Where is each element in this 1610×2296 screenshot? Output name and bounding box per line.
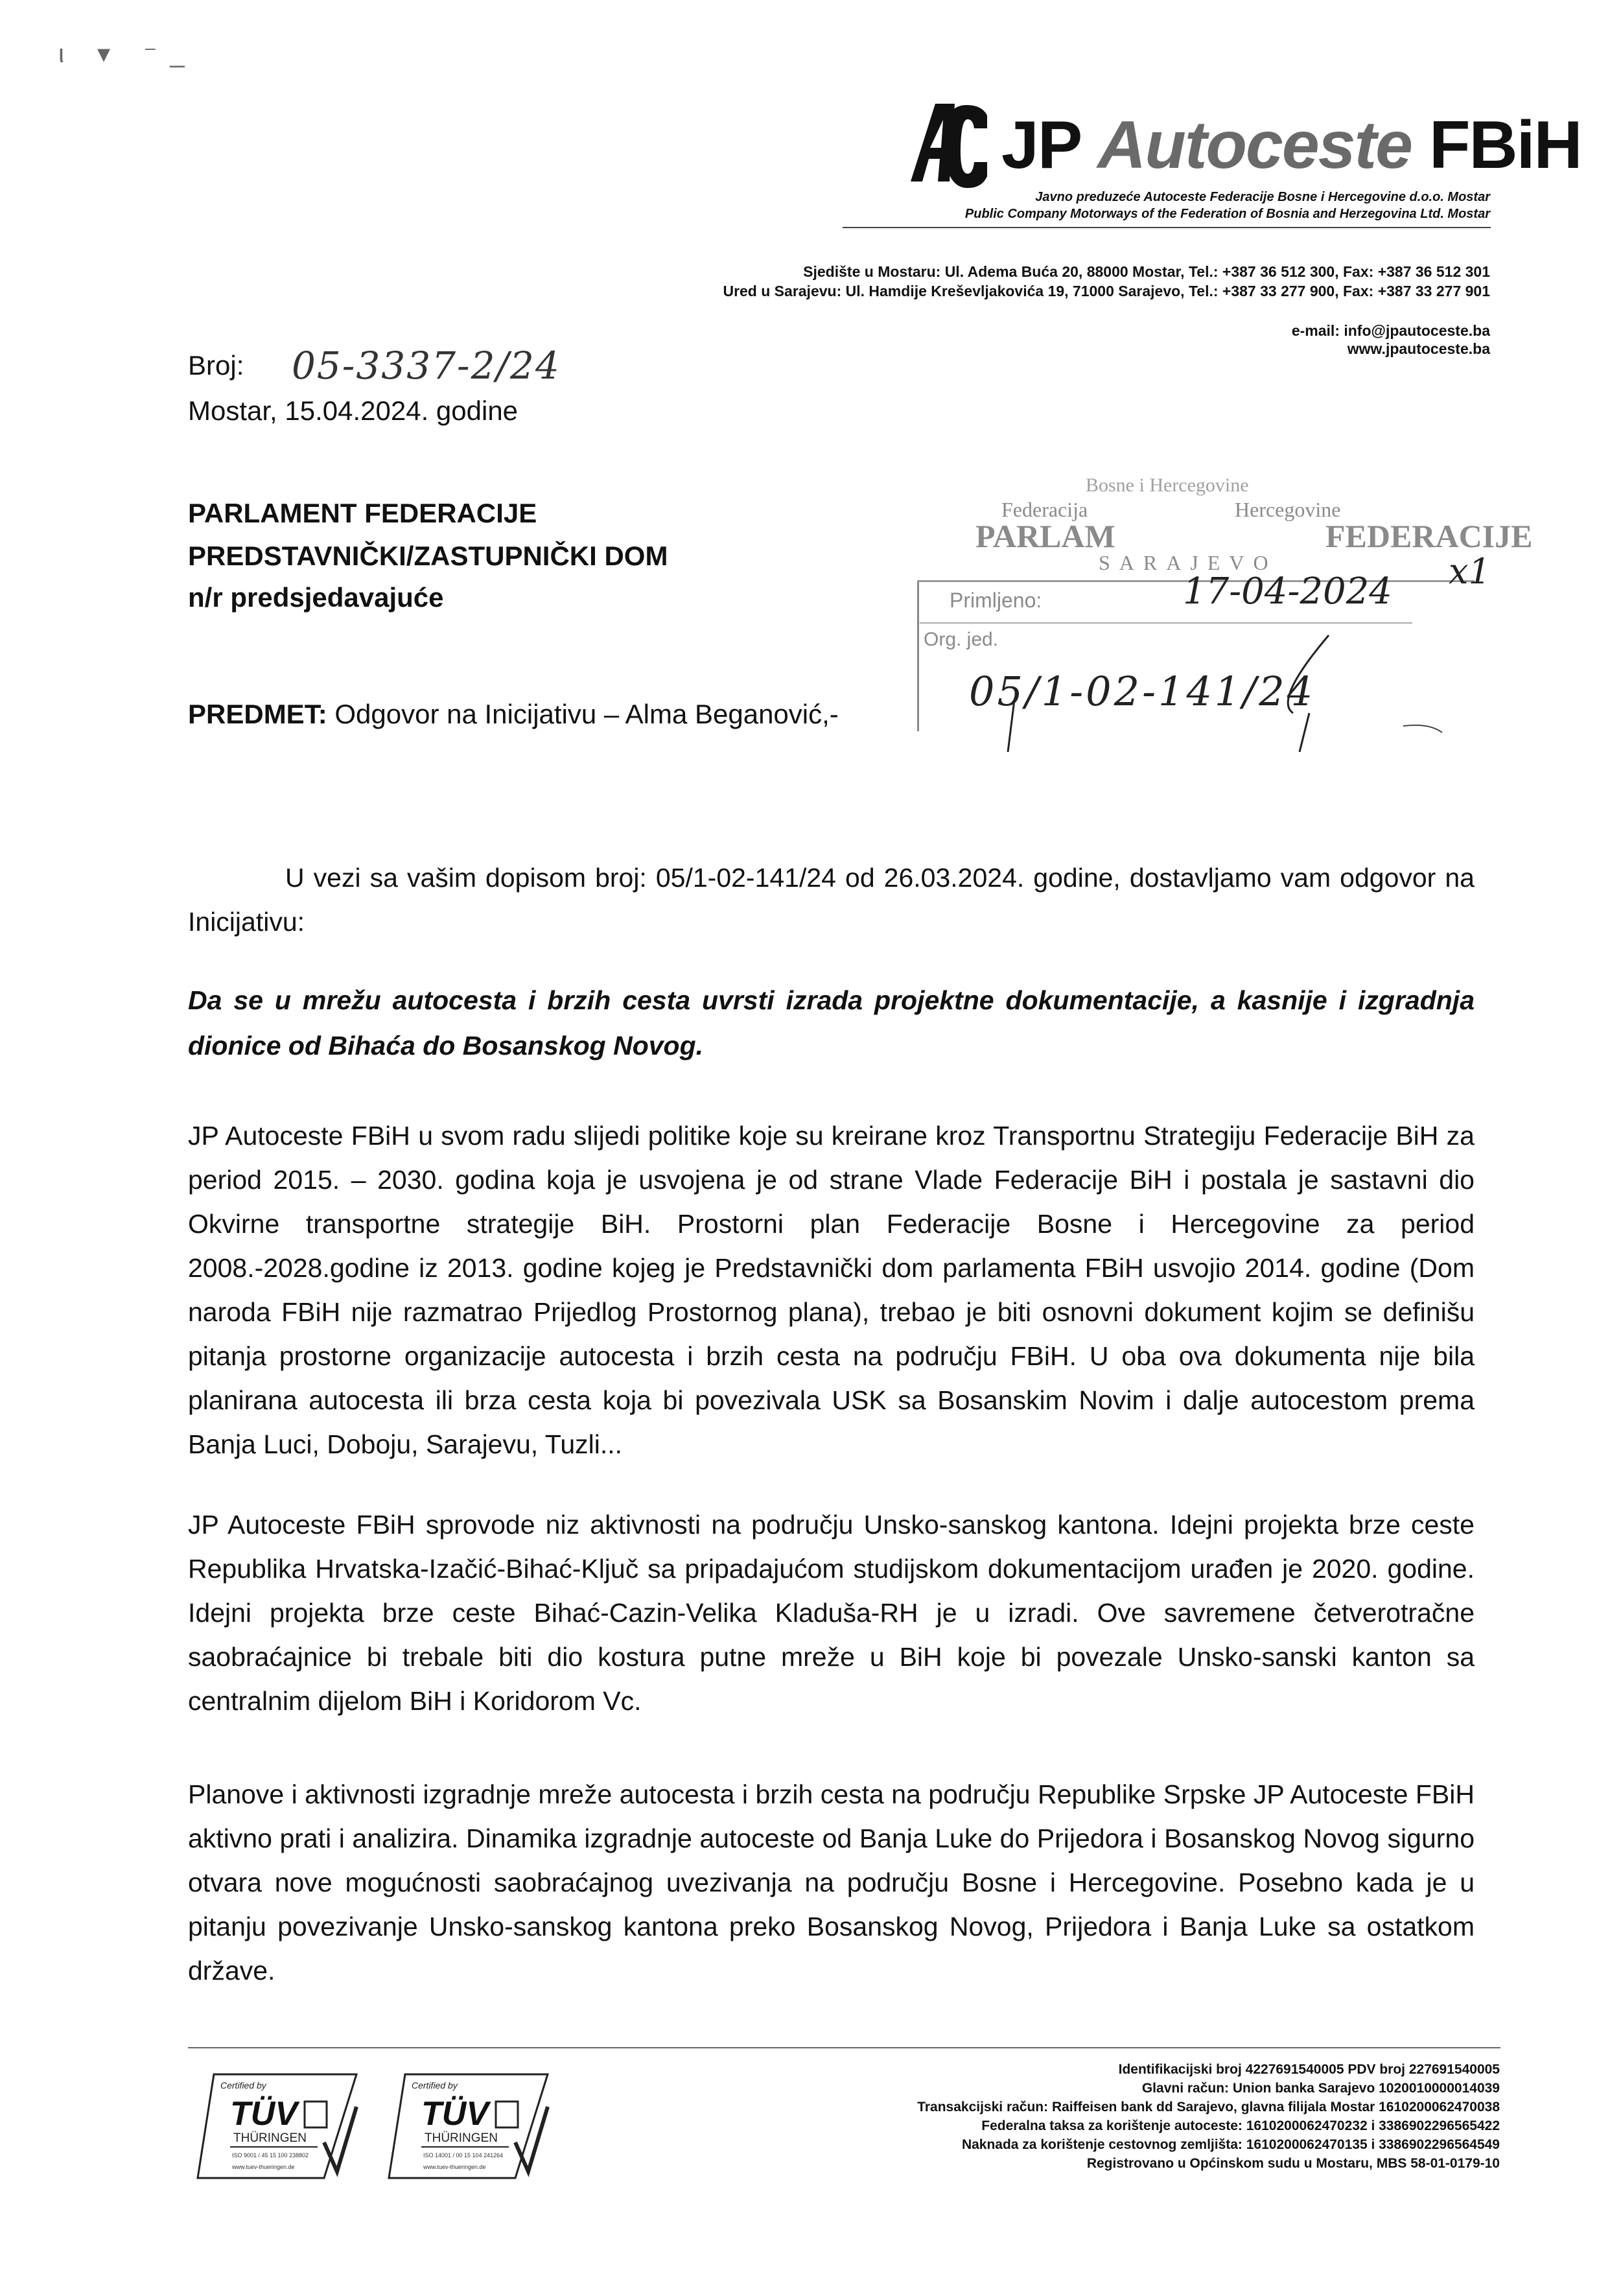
cert1-web: www.tuev-thueringen.de (232, 2164, 295, 2170)
body-paragraph-3: Planove i aktivnosti izgradnje mreže autocesta i brzih cesta na području Republike Srpske JP Autoceste FBiH aktivno prati i analizira. Dinamika izgradnje autoceste od Banja Luke do Prijedora i Bosanskog Novog sigurno otvara nove mogućnosti saobraćajnog uvezivanja na području Bosne i Hercegovine. Posebno kada je u pitanju povezivanje Unsko-sanskog kantona preko Bosanskog Novog, Prijedora i Banja Luke sa ostatkom države. (188, 1779, 1475, 1986)
stamp-registration-number: 05/1-02-141/24 (969, 668, 1316, 715)
stamp-line-1b: Hercegovine (1235, 498, 1341, 521)
stamp-line-2b: FEDERACIJE (1325, 518, 1533, 554)
brand-jp: JP (1001, 108, 1080, 183)
cert2-region: THÜRINGEN (425, 2131, 498, 2145)
broj-label: Broj: (188, 350, 244, 381)
stamp-line-1a: Federacija (1001, 498, 1088, 521)
initiative-quote: Da se u mrežu autocesta i brzih cesta uvrsti izrada projektne dokumentacije, a kasnije i izgradnja dionice od Bihaća do Bosanskog Novog. (188, 985, 1475, 1060)
header-divider (843, 227, 1491, 228)
brand-autoceste: Autoceste (1097, 108, 1412, 183)
tuv-certificate-badge (386, 2068, 561, 2185)
company-subtitle-en: Public Company Motorways of the Federation of Bosnia and Herzegovina Ltd. Mostar (964, 207, 1490, 221)
brand-fbih: FBiH (1429, 108, 1581, 183)
scan-marks: ι ▾ ⁻ ̲ (58, 40, 191, 68)
cert2-web: www.tuev-thueringen.de (423, 2164, 486, 2170)
website-text: www.jpautoceste.ba (1347, 340, 1490, 357)
footer-divider (188, 2047, 1500, 2048)
brand-name (1001, 108, 1581, 183)
addressee-line-1: PARLAMENT FEDERACIJE (188, 498, 537, 528)
footer-registration: Registrovano u Općinskom sudu u Mostaru, MBS 58-01-0179-10 (1086, 2156, 1500, 2171)
stamp-copies-mark: x1 (1449, 551, 1491, 592)
footer-main-account: Glavni račun: Union banka Sarajevo 1020010000014039 (1141, 2081, 1500, 2096)
intro-paragraph: U vezi sa vašim dopisom broj: 05/1-02-141/24 od 26.03.2024. godine, dostavljamo vam odgovor na Inicijativu: (188, 863, 1475, 937)
addressee-line-2: PREDSTAVNIČKI/ZASTUPNIČKI DOM (188, 541, 668, 571)
cert1-standard: ISO 9001 / 45 15 100 238802 (232, 2152, 309, 2159)
company-subtitle-bs: Javno preduzeće Autoceste Federacije Bosne i Hercegovine d.o.o. Mostar (1035, 190, 1490, 204)
addressee-line-3: n/r predsjedavajuće (188, 582, 444, 613)
stamp-top-text: Bosne i Hercegovine (1086, 474, 1249, 496)
cert1-certified-by: Certified by (220, 2080, 266, 2091)
stamp-line-3: SARAJEVO (1099, 551, 1278, 574)
cert2-certified-by: Certified by (412, 2080, 458, 2091)
cert2-standard: ISO 14001 / 00 15 104 241264 (423, 2152, 504, 2159)
email-text: e-mail: info@jpautoceste.ba (1291, 322, 1490, 339)
stamp-received-date: 17-04-2024 (1183, 570, 1392, 613)
cert2-tuv-text: TÜV (421, 2095, 489, 2133)
subject-label: PREDMET: (188, 699, 327, 729)
stamp-handwriting-strokes (911, 467, 1481, 752)
stamp-primljeno-label: Primljeno: (950, 589, 1042, 612)
company-logo (904, 97, 992, 194)
body-paragraph-1: JP Autoceste FBiH u svom radu slijedi politike koje su kreirane kroz Transportnu Strategiju Federacije BiH za period 2015. – 2030. godina koja je usvojena je od strane Vlade Federacije BiH i postala je sastavni dio Okvirne transportne strategije BiH. Prostorni plan Federacije Bosne i Hercegovine za period 2008.-2028.godine iz 2013. godine kojeg je Predstavnički dom parlamenta FBiH usvojio 2014. godine (Dom naroda FBiH nije razmatrao Prijedlog Prostornog plana), trebao je biti osnovni dokument kojim se definišu pitanja prostorne organizacije autocesta i brzih cesta na području FBiH. U oba ova dokumenta nije bila planirana autocesta ili brza cesta koja bi povezivala USK sa Bosanskim Novim i dalje autocestom prema Banja Luci, Doboju, Sarajevu, Tuzli... (188, 1121, 1475, 1459)
subject-text: Odgovor na Inicijativu – Alma Beganović,- (334, 699, 839, 729)
broj-handwritten-number: 05-3337-2/24 (292, 344, 561, 388)
received-stamp (911, 467, 1533, 752)
address-sarajevo: Ured u Sarajevu: Ul. Hamdije Kreševljakovića 19, 71000 Sarajevo, Tel.: +387 33 277 900, Fax: +387 33 277 901 (723, 283, 1490, 299)
footer-company-info (917, 2060, 1500, 2173)
tuv-certificate-badge (194, 2068, 369, 2185)
body-paragraph-2: JP Autoceste FBiH sprovode niz aktivnosti na području Unsko-sanskog kantona. Idejni projekta brze ceste Republika Hrvatska-Izačić-Bihać-Ključ sa pripadajućom studijskom dokumentacijom urađen je 2020. godine. Idejni projekta brze ceste Bihać-Cazin-Velika Kladuša-RH je u izradi. Ove savremene četverotračne saobraćajnice bi trebale biti dio kostura putne mreže u BiH koje bi povezale Unsko-sanski kanton sa centralnim dijelom BiH i Koridorom Vc. (188, 1510, 1475, 1716)
footer-federal-fee: Federalna taksa za korištenje autoceste: 1610200062470232 i 3386902296565422 (981, 2118, 1500, 2133)
stamp-org-label: Org. jed. (924, 629, 999, 650)
cert1-region: THÜRINGEN (233, 2131, 307, 2145)
stamp-line-2a: PARLAM (975, 518, 1115, 554)
subject-line (188, 699, 839, 730)
footer-transaction-account: Transakcijski račun: Raiffeisen bank dd Sarajevo, glavna filijala Mostar 1610200062470038 (917, 2100, 1500, 2114)
footer-land-fee: Naknada za korištenje cestovnog zemljišta: 1610200062470135 i 3386902296564549 (961, 2137, 1500, 2152)
cert1-tuv-text: TÜV (230, 2095, 298, 2133)
address-mostar: Sjedište u Mostaru: Ul. Adema Buća 20, 88000 Mostar, Tel.: +387 36 512 300, Fax: +387 36 512 301 (803, 263, 1490, 280)
letter-date: Mostar, 15.04.2024. godine (188, 395, 519, 426)
footer-id-line: Identifikacijski broj 4227691540005 PDV broj 227691540005 (1118, 2062, 1500, 2077)
